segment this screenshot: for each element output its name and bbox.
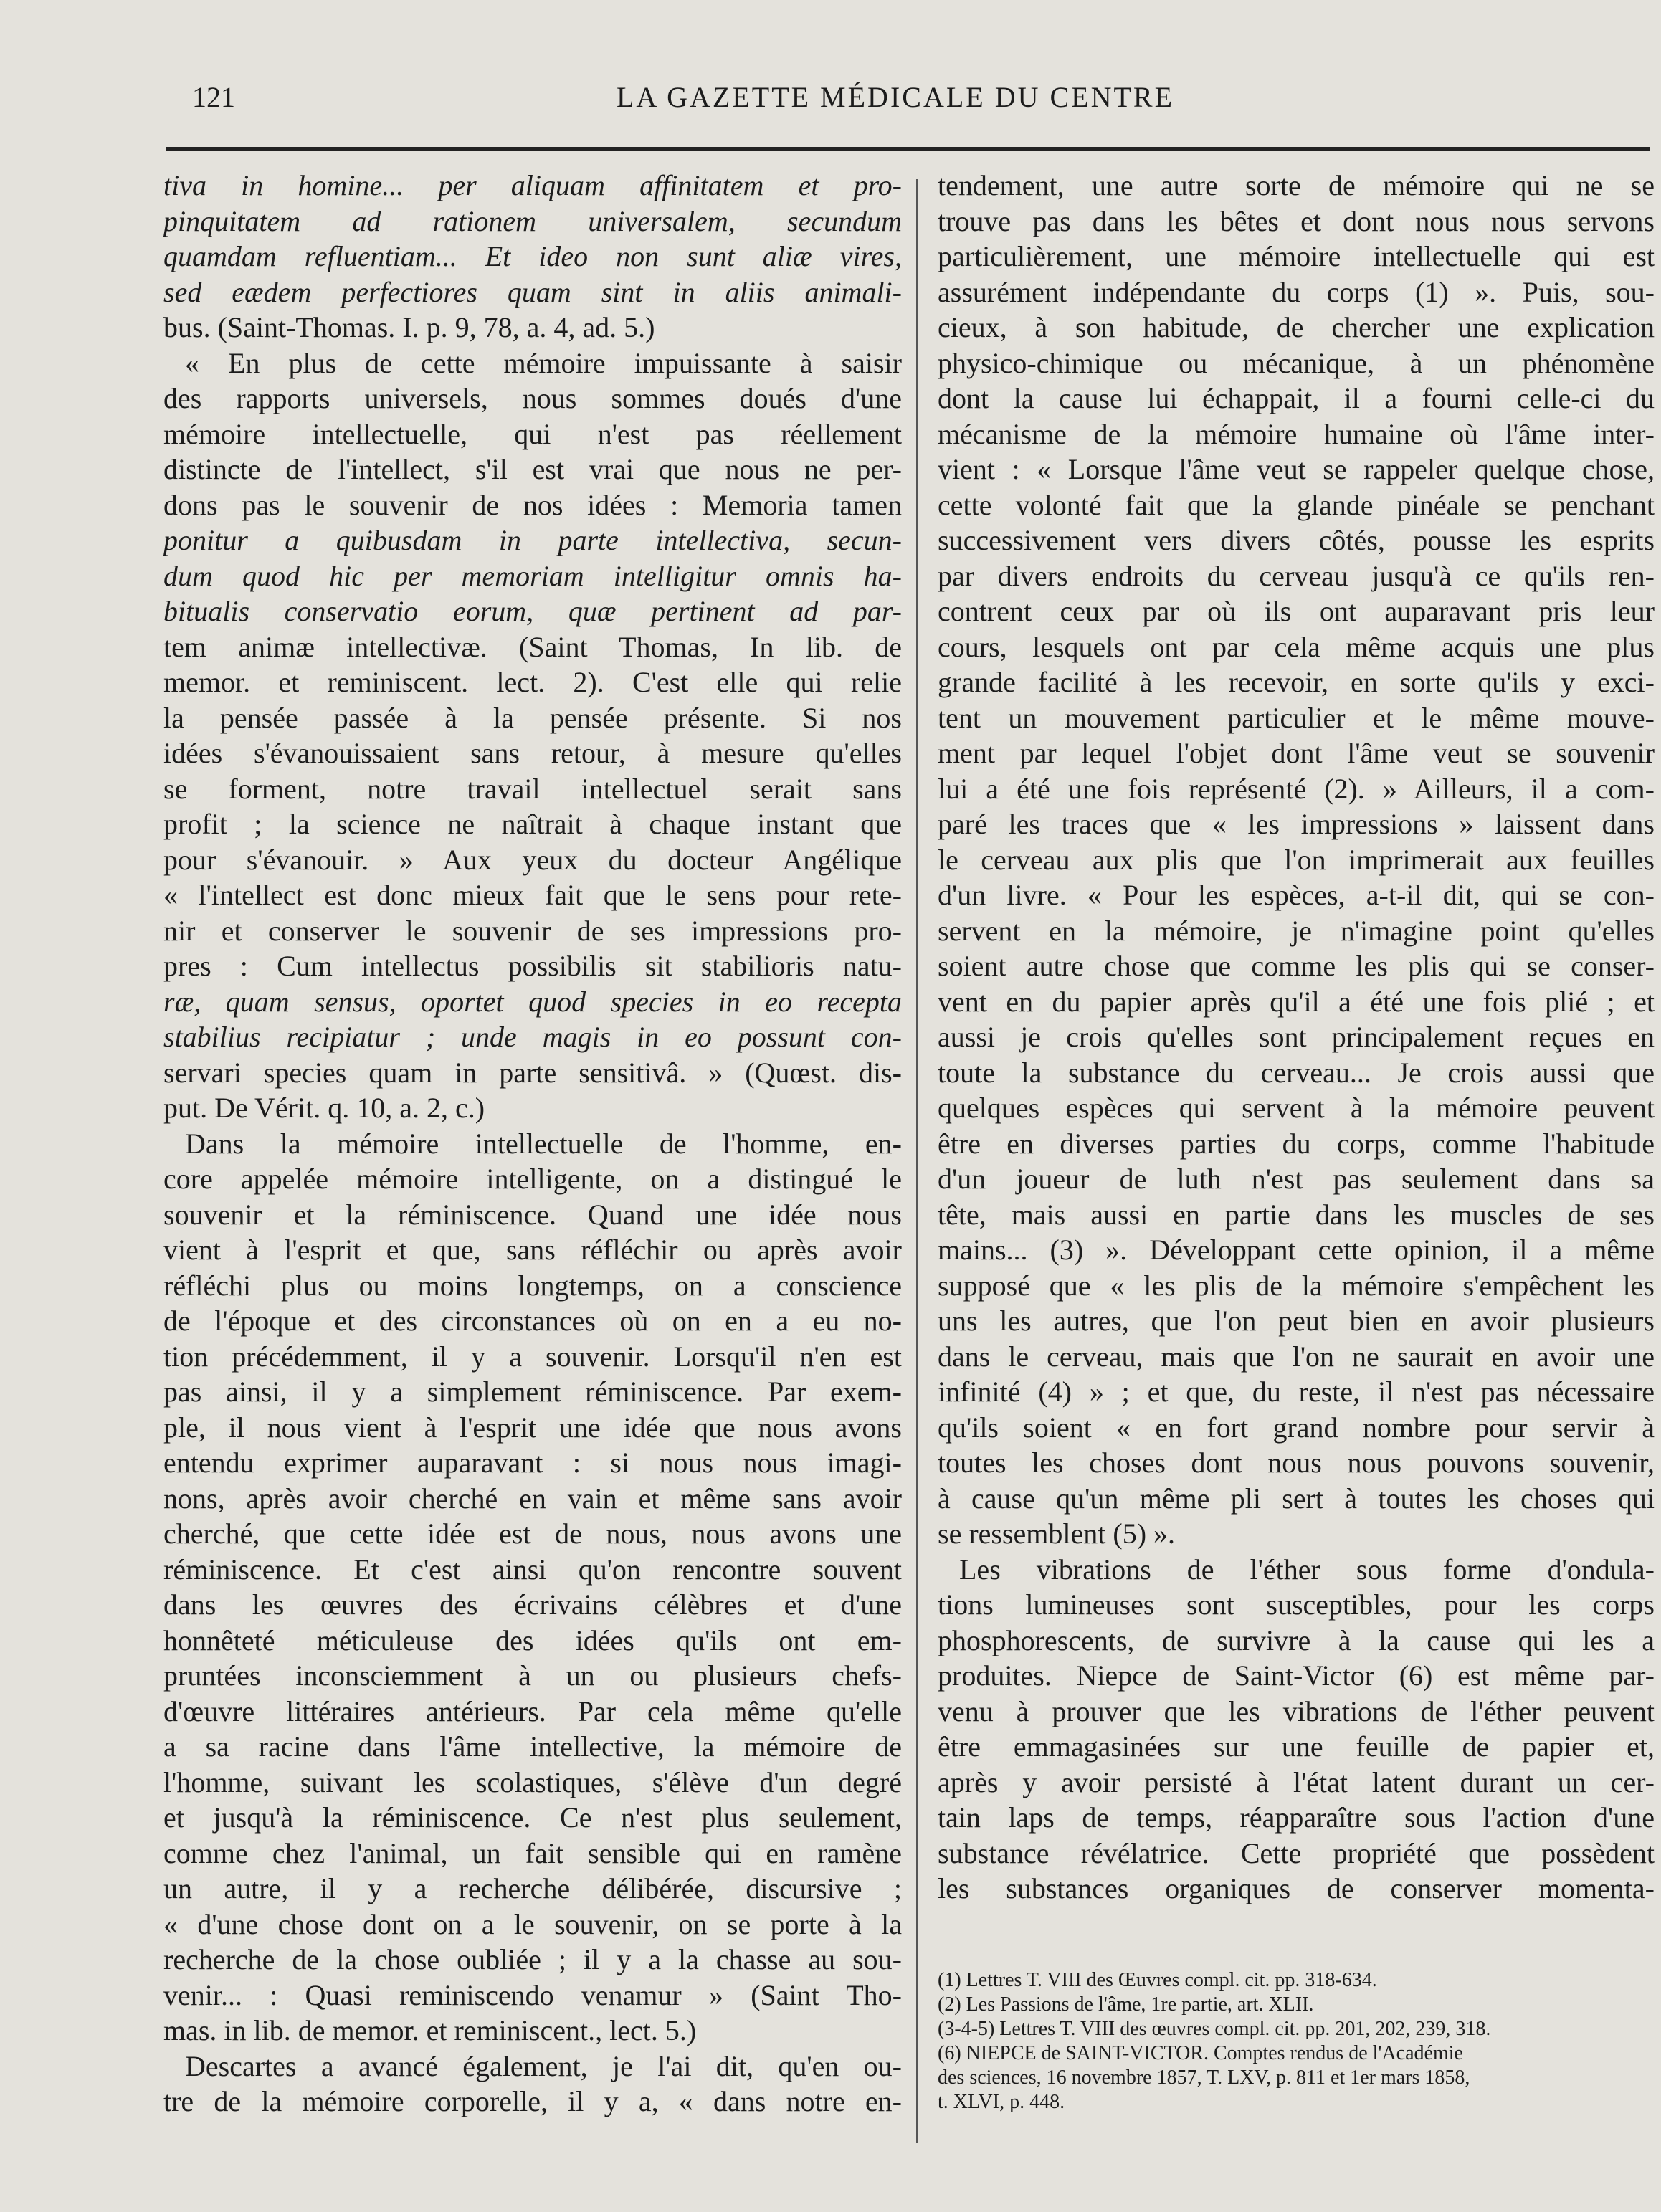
text-line: un autre, il y a recherche délibérée, discursive ; <box>163 1872 902 1904</box>
text-line: ponitur a quibusdam in parte intellectiva, secun- <box>163 524 902 556</box>
text-line: contrent ceux par où ils ont auparavant pris leur <box>938 595 1655 627</box>
text-line: stabilius recipiatur ; unde magis in eo possunt con- <box>163 1021 902 1053</box>
text-line: honnêteté méticuleuse des idées qu'ils ont em- <box>163 1624 902 1656</box>
text-line: toutes les choses dont nous nous pouvons souvenir, <box>938 1446 1655 1479</box>
text-line: souvenir et la réminiscence. Quand une idée nous <box>163 1198 902 1231</box>
text-line: « En plus de cette mémoire impuissante à saisir <box>185 346 902 379</box>
text-line: d'œuvre littéraires antérieurs. Par cela même qu'elle <box>163 1694 902 1727</box>
text-line: dans le cerveau, mais que l'on ne saurait en avoir une <box>938 1340 1655 1373</box>
text-line: tête, mais aussi en partie dans les muscles de ses <box>938 1198 1655 1231</box>
text-line: se forment, notre travail intellectuel serait sans <box>163 772 902 805</box>
text-line: bus. (Saint-Thomas. I. p. 9, 78, a. 4, ad. 5.) <box>163 311 655 343</box>
text-line: cette volonté fait que la glande pinéale se penchant <box>938 488 1655 521</box>
text-line: nir et conserver le souvenir de ses impressions pro- <box>163 914 902 947</box>
text-line: recherche de la chose oubliée ; il y a la chasse au sou- <box>163 1943 902 1975</box>
page-header <box>0 80 1661 123</box>
footnote-line: t. XLVI, p. 448. <box>938 2091 1065 2113</box>
text-line: Dans la mémoire intellectuelle de l'homme, en- <box>185 1127 902 1160</box>
text-line: pinquitatem ad rationem universalem, secundum <box>163 204 902 237</box>
text-line: ræ, quam sensus, oportet quod species in eo recepta <box>163 985 902 1018</box>
text-line: servent en la mémoire, je n'imagine point qu'elles <box>938 914 1655 947</box>
text-line: vient à l'esprit et que, sans réfléchir ou après avoir <box>163 1234 902 1266</box>
text-line: assurément indépendante du corps (1) ». Puis, sou- <box>938 275 1655 308</box>
text-line: Descartes a avancé également, je l'ai dit, qu'en ou- <box>185 2049 902 2082</box>
text-line: tre de la mémoire corporelle, il y a, « dans notre en- <box>163 2085 902 2117</box>
text-line: pas ainsi, il y a simplement réminiscence. Par exem- <box>163 1376 902 1408</box>
text-line: à cause qu'un même pli sert à toutes les choses qui <box>938 1482 1655 1515</box>
text-line: se ressemblent (5) ». <box>938 1517 1176 1550</box>
text-line: venu à prouver que les vibrations de l'éther peuvent <box>938 1694 1655 1727</box>
text-line: memor. et reminiscent. lect. 2). C'est elle qui relie <box>163 666 902 698</box>
text-line: mas. in lib. de memor. et reminiscent., lect. 5.) <box>163 2014 697 2046</box>
text-line: mécanisme de la mémoire humaine où l'âme inter- <box>938 417 1655 450</box>
text-line: tent un mouvement particulier et le même mouve- <box>938 701 1655 734</box>
text-line: la pensée passée à la pensée présente. Si nos <box>163 701 902 734</box>
text-line: idées s'évanouissaient sans retour, à mesure qu'elles <box>163 737 902 769</box>
text-line: « d'une chose dont on a le souvenir, on se porte à la <box>163 1907 902 1940</box>
text-line: vient : « Lorsque l'âme veut se rappeler quelque chose, <box>938 453 1655 485</box>
footnote-line: (2) Les Passions de l'âme, 1re partie, art. XLII. <box>938 1993 1314 2016</box>
text-line: quelques espèces qui servent à la mémoire peuvent <box>938 1092 1655 1124</box>
text-line: « l'intellect est donc mieux fait que le sens pour rete- <box>163 879 902 911</box>
text-line: réfléchi plus ou moins longtemps, on a conscience <box>163 1269 902 1302</box>
text-line: quamdam refluentiam... Et ideo non sunt aliæ vires, <box>163 240 902 272</box>
text-line: successivement vers divers côtés, pousse les esprits <box>938 524 1655 556</box>
text-line: d'un joueur de luth n'est pas seulement dans sa <box>938 1163 1655 1195</box>
text-line: mémoire intellectuelle, qui n'est pas réellement <box>163 417 902 450</box>
text-line: infinité (4) » ; et que, du reste, il n'est pas nécessaire <box>938 1376 1655 1408</box>
text-line: particulièrement, une mémoire intellectuelle qui est <box>938 240 1655 272</box>
text-line: venir... : Quasi reminiscendo venamur » (Saint Tho- <box>163 1978 902 2011</box>
text-line: core appelée mémoire intelligente, on a distingué le <box>163 1163 902 1195</box>
text-line: être en diverses parties du corps, comme l'habitude <box>938 1127 1655 1160</box>
text-line: qu'ils soient « en fort grand nombre pour servir à <box>938 1411 1655 1444</box>
text-line: physico-chimique ou mécanique, à un phénomène <box>938 346 1655 379</box>
text-line: toute la substance du cerveau... Je crois aussi que <box>938 1056 1655 1089</box>
text-line: tain laps de temps, réapparaître sous l'action d'une <box>938 1801 1655 1834</box>
text-line: tion précédemment, il y a souvenir. Lorsqu'il n'en est <box>163 1340 902 1373</box>
footnote-line: (1) Lettres T. VIII des Œuvres compl. cit. pp. 318-634. <box>938 1969 1377 1991</box>
footnote-line: (6) NIEPCE de SAINT-VICTOR. Comptes rendus de l'Académie <box>938 2042 1463 2064</box>
text-line: tions lumineuses sont susceptibles, pour les corps <box>938 1588 1655 1621</box>
text-line: dum quod hic per memoriam intelligitur omnis ha- <box>163 559 902 592</box>
text-line: servari species quam in parte sensitivâ. » (Quœst. dis- <box>163 1056 902 1089</box>
text-line: comme chez l'animal, un fait sensible qui en ramène <box>163 1836 902 1869</box>
text-line: ment par lequel l'objet dont l'âme veut se souvenir <box>938 737 1655 769</box>
text-line: profit ; la science ne naîtrait à chaque instant que <box>163 808 902 840</box>
text-line: les substances organiques de conserver momenta- <box>938 1872 1655 1904</box>
text-line: dont la cause lui échappait, il a fourni celle-ci du <box>938 382 1655 414</box>
text-line: nons, après avoir cherché en vain et même sans avoir <box>163 1482 902 1515</box>
text-line: être emmagasinées sur une feuille de papier et, <box>938 1730 1655 1763</box>
text-line: ple, il nous vient à l'esprit une idée que nous avons <box>163 1411 902 1444</box>
text-line: vent en du papier après qu'il a été une fois plié ; et <box>938 985 1655 1018</box>
text-line: mains... (3) ». Développant cette opinion, il a même <box>938 1234 1655 1266</box>
right-column <box>938 168 1655 1907</box>
text-line: tem animæ intellectivæ. (Saint Thomas, In lib. de <box>163 630 902 663</box>
text-line: a sa racine dans l'âme intellective, la mémoire de <box>163 1730 902 1763</box>
text-line: par divers endroits du cerveau jusqu'à ce qu'ils ren- <box>938 559 1655 592</box>
footnote-line: des sciences, 16 novembre 1857, T. LXV, p. 811 et 1er mars 1858, <box>938 2066 1470 2089</box>
text-line: Les vibrations de l'éther sous forme d'ondula- <box>959 1553 1655 1586</box>
text-line: soient autre chose que comme les plis qui se conser- <box>938 950 1655 982</box>
text-line: cieux, à son habitude, de chercher une explication <box>938 311 1655 343</box>
footnote-line: (3-4-5) Lettres T. VIII des œuvres compl. cit. pp. 201, 202, 239, 318. <box>938 2018 1491 2040</box>
text-line: pres : Cum intellectus possibilis sit stabilioris natu- <box>163 950 902 982</box>
text-line: entendu exprimer auparavant : si nous nous imagi- <box>163 1446 902 1479</box>
text-line: put. De Vérit. q. 10, a. 2, c.) <box>163 1092 485 1124</box>
text-line: réminiscence. Et c'est ainsi qu'on rencontre souvent <box>163 1553 902 1586</box>
text-line: pruntées inconsciemment à un ou plusieurs chefs- <box>163 1659 902 1692</box>
text-line: lui a été une fois représenté (2). » Ailleurs, il a com- <box>938 772 1655 805</box>
text-line: aussi je crois qu'elles sont principalement reçues en <box>938 1021 1655 1053</box>
text-line: tendement, une autre sorte de mémoire qui ne se <box>938 169 1655 201</box>
text-line: produites. Niepce de Saint-Victor (6) est même par- <box>938 1659 1655 1692</box>
page-number: 121 <box>192 81 235 113</box>
text-line: de l'époque et des circonstances où on en a eu no- <box>163 1305 902 1337</box>
text-line: cours, lesquels ont par cela même acquis une plus <box>938 630 1655 663</box>
column-divider <box>916 179 918 2143</box>
left-column <box>163 168 902 2120</box>
text-line: bitualis conservatio eorum, quæ pertinent ad par- <box>163 595 902 627</box>
text-line: l'homme, suivant les scolastiques, s'élève d'un degré <box>163 1765 902 1798</box>
text-line: grande facilité à les recevoir, en sorte qu'ils y exci- <box>938 666 1655 698</box>
text-line: pour s'évanouir. » Aux yeux du docteur Angélique <box>163 843 902 876</box>
text-line: uns les autres, que l'on peut bien en avoir plusieurs <box>938 1305 1655 1337</box>
text-line: sed eædem perfectiores quam sint in aliis animali- <box>163 275 902 308</box>
text-line: phosphorescents, de survivre à la cause qui les a <box>938 1624 1655 1656</box>
footnotes <box>938 1968 1626 2115</box>
text-line: tiva in homine... per aliquam affinitatem et pro- <box>163 169 902 201</box>
text-line: après y avoir persisté à l'état latent durant un cer- <box>938 1765 1655 1798</box>
text-line: dans les œuvres des écrivains célèbres et d'une <box>163 1588 902 1621</box>
text-line: paré les traces que « les impressions » laissent dans <box>938 808 1655 840</box>
text-line: et jusqu'à la réminiscence. Ce n'est plus seulement, <box>163 1801 902 1834</box>
text-line: cherché, que cette idée est de nous, nous avons une <box>163 1517 902 1550</box>
text-line: d'un livre. « Pour les espèces, a-t-il dit, qui se con- <box>938 879 1655 911</box>
text-line: substance révélatrice. Cette propriété que possèdent <box>938 1836 1655 1869</box>
text-line: trouve pas dans les bêtes et dont nous nous servons <box>938 204 1655 237</box>
text-line: des rapports universels, nous sommes doués d'une <box>163 382 902 414</box>
text-line: dons pas le souvenir de nos idées : Memoria tamen <box>163 488 902 521</box>
running-title: LA GAZETTE MÉDICALE DU CENTRE <box>617 81 1175 113</box>
text-line: supposé que « les plis de la mémoire s'empêchent les <box>938 1269 1655 1302</box>
header-rule <box>166 147 1650 151</box>
text-line: distincte de l'intellect, s'il est vrai que nous ne per- <box>163 453 902 485</box>
text-line: le cerveau aux plis que l'on imprimerait aux feuilles <box>938 843 1655 876</box>
